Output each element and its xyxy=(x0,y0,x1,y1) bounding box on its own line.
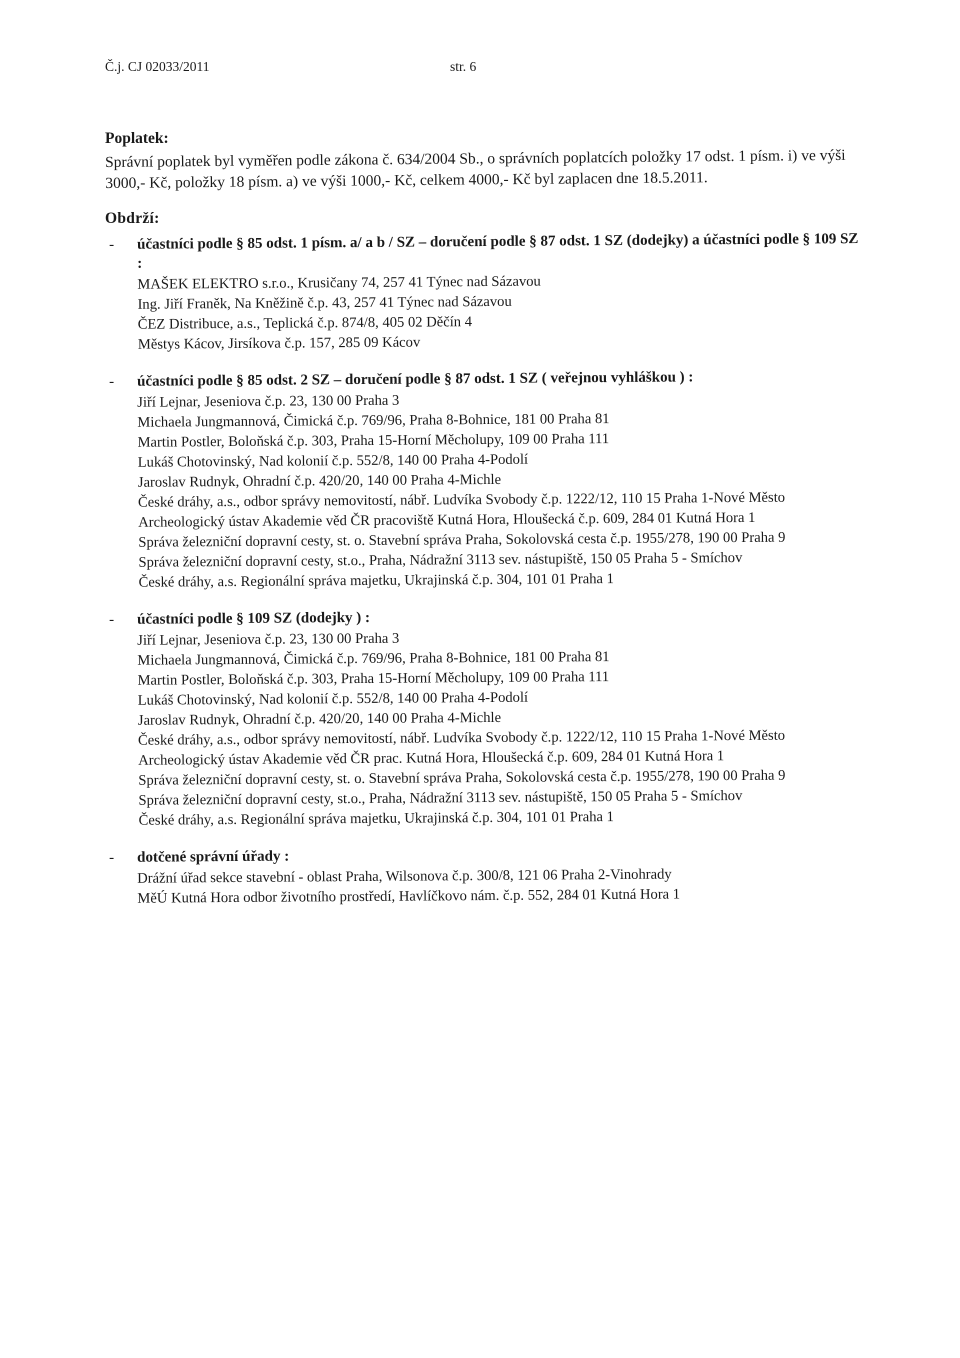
recipient-line: Lukáš Chotovinský, Nad kolonií č.p. 552/8, 140 00 Praha 4-Podolí xyxy=(137,451,529,471)
recipient-line: Městys Kácov, Jirsíkova č.p. 157, 285 09 Kácov xyxy=(137,334,421,353)
recipient-line: Lukáš Chotovinský, Nad kolonií č.p. 552/8, 140 00 Praha 4-Podolí xyxy=(137,689,529,709)
list-dash: - xyxy=(109,849,115,866)
list-dash: - xyxy=(109,373,115,390)
recipient-line: ČEZ Distribuce, a.s., Teplická č.p. 874/8, 405 02 Děčín 4 xyxy=(137,314,473,333)
recipients-title: Obdrží: xyxy=(105,210,160,227)
group-title: účastníci podle § 85 odst. 1 písm. a/ a b / SZ – doručení podle § 87 odst. 1 SZ (dodejky) a účastníci podle § 109 SZ : xyxy=(137,231,859,272)
group-title: účastníci podle § 85 odst. 2 SZ – doručení podle § 87 odst. 1 SZ ( veřejnou vyhláškou ) : xyxy=(137,369,694,390)
recipient-line: Martin Postler, Boloňská č.p. 303, Praha 15-Horní Měcholupy, 109 00 Praha 111 xyxy=(137,669,610,689)
recipient-line: Jaroslav Rudnyk, Ohradní č.p. 420/20, 140 00 Praha 4-Michle xyxy=(137,709,502,729)
recipient-line: Michaela Jungmannová, Čimická č.p. 769/96, Praha 8-Bohnice, 181 00 Praha 81 xyxy=(137,649,610,669)
group-title: dotčené správní úřady : xyxy=(137,848,290,866)
recipient-line: České dráhy, a.s., odbor správy nemovitostí, nábř. Ludvíka Svobody č.p. 1222/12, 110 15 Praha 1-Nové Město xyxy=(137,727,786,749)
recipient-line: České dráhy, a.s. Regionální správa majetku, Ukrajinská č.p. 304, 101 01 Praha 1 xyxy=(138,809,614,829)
page-number: str. 6 xyxy=(450,59,477,74)
recipient-line: Archeologický ústav Akademie věd ČR pracoviště Kutná Hora, Hloušecká č.p. 609, 284 01 Kutná Hora 1 xyxy=(138,509,756,531)
recipient-line: Správa železniční dopravní cesty, st.o., Praha, Nádražní 3113 sev. nástupiště, 150 05 Praha 5 - Smíchov xyxy=(138,788,743,809)
fee-section-title: Poplatek: xyxy=(105,130,169,147)
page-header xyxy=(105,58,860,76)
list-dash: - xyxy=(109,611,115,628)
recipient-group-parties-109 xyxy=(105,605,862,831)
recipient-line: Michaela Jungmannová, Čimická č.p. 769/96, Praha 8-Bohnice, 181 00 Praha 81 xyxy=(137,411,610,431)
recipient-line: Jiří Lejnar, Jeseniova č.p. 23, 130 00 Praha 3 xyxy=(137,630,400,649)
recipient-line: České dráhy, a.s., odbor správy nemovitostí, nábř. Ludvíka Svobody č.p. 1222/12, 110 15 Praha 1-Nové Město xyxy=(137,489,786,511)
recipient-line: Archeologický ústav Akademie věd ČR prac. Kutná Hora, Hloušecká č.p. 609, 284 01 Kutná Hora 1 xyxy=(138,748,725,769)
recipient-line: Martin Postler, Boloňská č.p. 303, Praha 15-Horní Měcholupy, 109 00 Praha 111 xyxy=(137,431,610,451)
group-title: účastníci podle § 109 SZ (dodejky ) : xyxy=(137,609,371,628)
recipient-line: Ing. Jiří Franěk, Na Kněžině č.p. 43, 257 41 Týnec nad Sázavou xyxy=(137,293,512,313)
recipient-group-parties-85-1 xyxy=(105,230,861,355)
recipient-line: Správa železniční dopravní cesty, st.o., Praha, Nádražní 3113 sev. nástupiště, 150 05 Praha 5 - Smíchov xyxy=(138,550,743,571)
recipient-group-authorities xyxy=(105,843,860,909)
recipient-line: Jaroslav Rudnyk, Ohradní č.p. 420/20, 140 00 Praha 4-Michle xyxy=(137,471,502,491)
recipient-line: MAŠEK ELEKTRO s.r.o., Krusičany 74, 257 41 Týnec nad Sázavou xyxy=(137,273,541,293)
recipient-line: České dráhy, a.s. Regionální správa majetku, Ukrajinská č.p. 304, 101 01 Praha 1 xyxy=(138,571,614,591)
fee-paragraph: Správní poplatek byl vyměřen podle zákona č. 634/2004 Sb., o správních poplatcích položky 17 odst. 1 písm. i) ve výši 3000,- Kč, položky 18 písm. a) ve výši 1000,- Kč, celkem 4000,- Kč byl zaplacen dne 18.5.2011. xyxy=(105,146,846,192)
recipient-line: Drážní úřad sekce stavební - oblast Praha, Wilsonova č.p. 300/8, 121 06 Praha 2-Vinohrady xyxy=(137,866,672,887)
recipient-line: Jiří Lejnar, Jeseniova č.p. 23, 130 00 Praha 3 xyxy=(137,392,400,411)
recipient-group-parties-85-2 xyxy=(105,367,862,593)
list-dash: - xyxy=(109,236,115,253)
recipient-line: Správa železniční dopravní cesty, st. o. Stavební správa Praha, Sokolovská cesta č.p. 1955/278, 190 00 Praha 9 xyxy=(138,767,786,789)
recipient-line: MěÚ Kutná Hora odbor životního prostředí, Havlíčkovo nám. č.p. 552, 284 01 Kutná Hora 1 xyxy=(137,886,681,907)
reference-number: Č.j. CJ 02033/2011 xyxy=(105,59,210,74)
recipient-line: Správa železniční dopravní cesty, st. o. Stavební správa Praha, Sokolovská cesta č.p. 1955/278, 190 00 Praha 9 xyxy=(138,529,786,551)
